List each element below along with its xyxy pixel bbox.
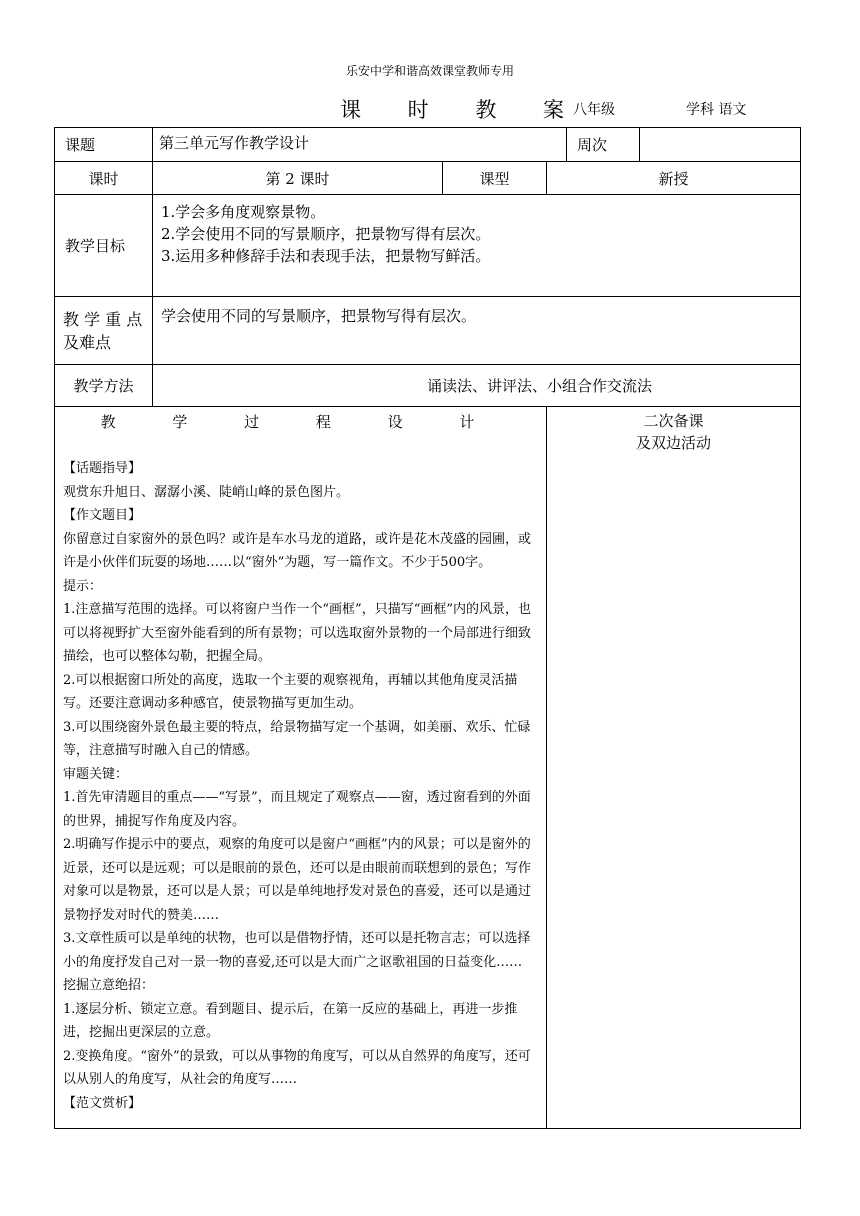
paragraph: 3.可以围绕窗外景色最主要的特点，给景物描写定一个基调，如美丽、欢乐、忙碌等，注意描写时融入自己的情感。 [63,719,531,758]
paragraph: 3.文章性质可以是单纯的状物，也可以是借物抒情，还可以是托物言志；可以选择小的角度抒发自己对一景一物的喜爱,还可以是大而广之讴歌祖国的日益变化…… [63,931,531,970]
type-value: 新授 [547,162,801,195]
section-heading: 【话题指导】 [63,461,142,476]
section-heading: 【范文赏析】 [63,1095,142,1111]
process-design-cell [55,407,547,1129]
process-title: 教 学 过 程 设 计 [100,413,501,431]
paragraph: 1.首先审清题目的重点——“写景”，而且规定了观察点——窗，透过窗看到的外面的世界，捕捉写作角度及内容。 [63,790,531,829]
paragraph: 审题关键： [63,766,129,782]
method-value: 诵读法、讲评法、小组合作交流法 [153,365,801,407]
paragraph: 挖掘立意绝招： [63,978,155,993]
school-header: 乐安中学和谐高效课堂教师专用 [345,64,514,78]
paragraph: 2.可以根据窗口所处的高度，选取一个主要的观察视角，再辅以其他角度灵活描写。还要注意调动多种感官，使景物描写更加生动。 [63,672,518,711]
topic-label: 课题 [55,128,153,162]
paragraph: 1.逐层分析、锁定立意。看到题目、提示后，在第一反应的基础上，再进一步推进，挖掘出更深层的立意。 [63,1001,518,1040]
page-title: 课 时 教 案 [340,98,585,122]
paragraph: 你留意过自家窗外的景色吗？或许是车水马龙的道路，或许是花木茂盛的园圃，或许是小伙伴们玩耍的场地……以“窗外”为题，写一篇作文。不少于500字。 [63,531,532,570]
secondary-planning-cell [547,407,801,1129]
paragraph: 2.明确写作提示中的要点，观察的角度可以是窗户“画框”内的风景；可以是窗外的近景，还可以是远观；可以是眼前的景色，还可以是由眼前而联想到的景色；写作对象可以是物景，还可以是人景；可以是单纯地抒发对景色的喜爱，还可以是通过景物抒发对时代的赞美…… [63,837,532,923]
subject-label: 学科 语文 [686,102,747,118]
paragraph: 2.变换角度。“窗外”的景致，可以从事物的角度写，可以从自然界的角度写，还可以从别人的角度写，从社会的角度写…… [63,1048,531,1087]
week-value [640,128,801,162]
goals-label: 教学目标 [55,195,153,297]
method-label: 教学方法 [55,365,153,407]
period-label: 课时 [55,162,153,195]
topic-value: 第三单元写作教学设计 [153,128,567,162]
lesson-plan-table [54,127,801,1129]
side-title-line: 二次备课 [643,412,704,430]
process-content [55,435,546,1115]
type-label: 课型 [443,162,547,195]
goals-list [153,195,801,297]
key-points-value: 学会使用不同的写景顺序，把景物写得有层次。 [153,297,801,365]
paragraph: 1.注意描写范围的选择。可以将窗户当作一个“画框”，只描写“画框”内的风景，也可以将视野扩大至窗外能看到的所有景物；可以选取窗外景物的一个局部进行细致描绘，也可以整体勾勒，把握全局。 [63,602,532,664]
paragraph: 观赏东升旭日、潺潺小溪、陡峭山峰的景色图片。 [63,484,350,500]
goal-item: 1.学会多角度观察景物。 [161,203,326,221]
grade-label: 八年级 [573,102,615,118]
period-value: 第 2 课时 [153,162,443,195]
goal-item: 2.学会使用不同的写景顺序，把景物写得有层次。 [161,225,491,243]
paragraph: 提示： [63,578,103,594]
week-label: 周次 [567,128,640,162]
section-heading: 【作文题目】 [63,508,142,523]
key-points-label: 教 学 重 点 及难点 [55,297,153,365]
secondary-planning-title [547,410,800,454]
side-title-line: 及双边活动 [636,434,712,452]
goal-item: 3.运用多种修辞手法和表现手法，把景物写鲜活。 [161,247,491,265]
